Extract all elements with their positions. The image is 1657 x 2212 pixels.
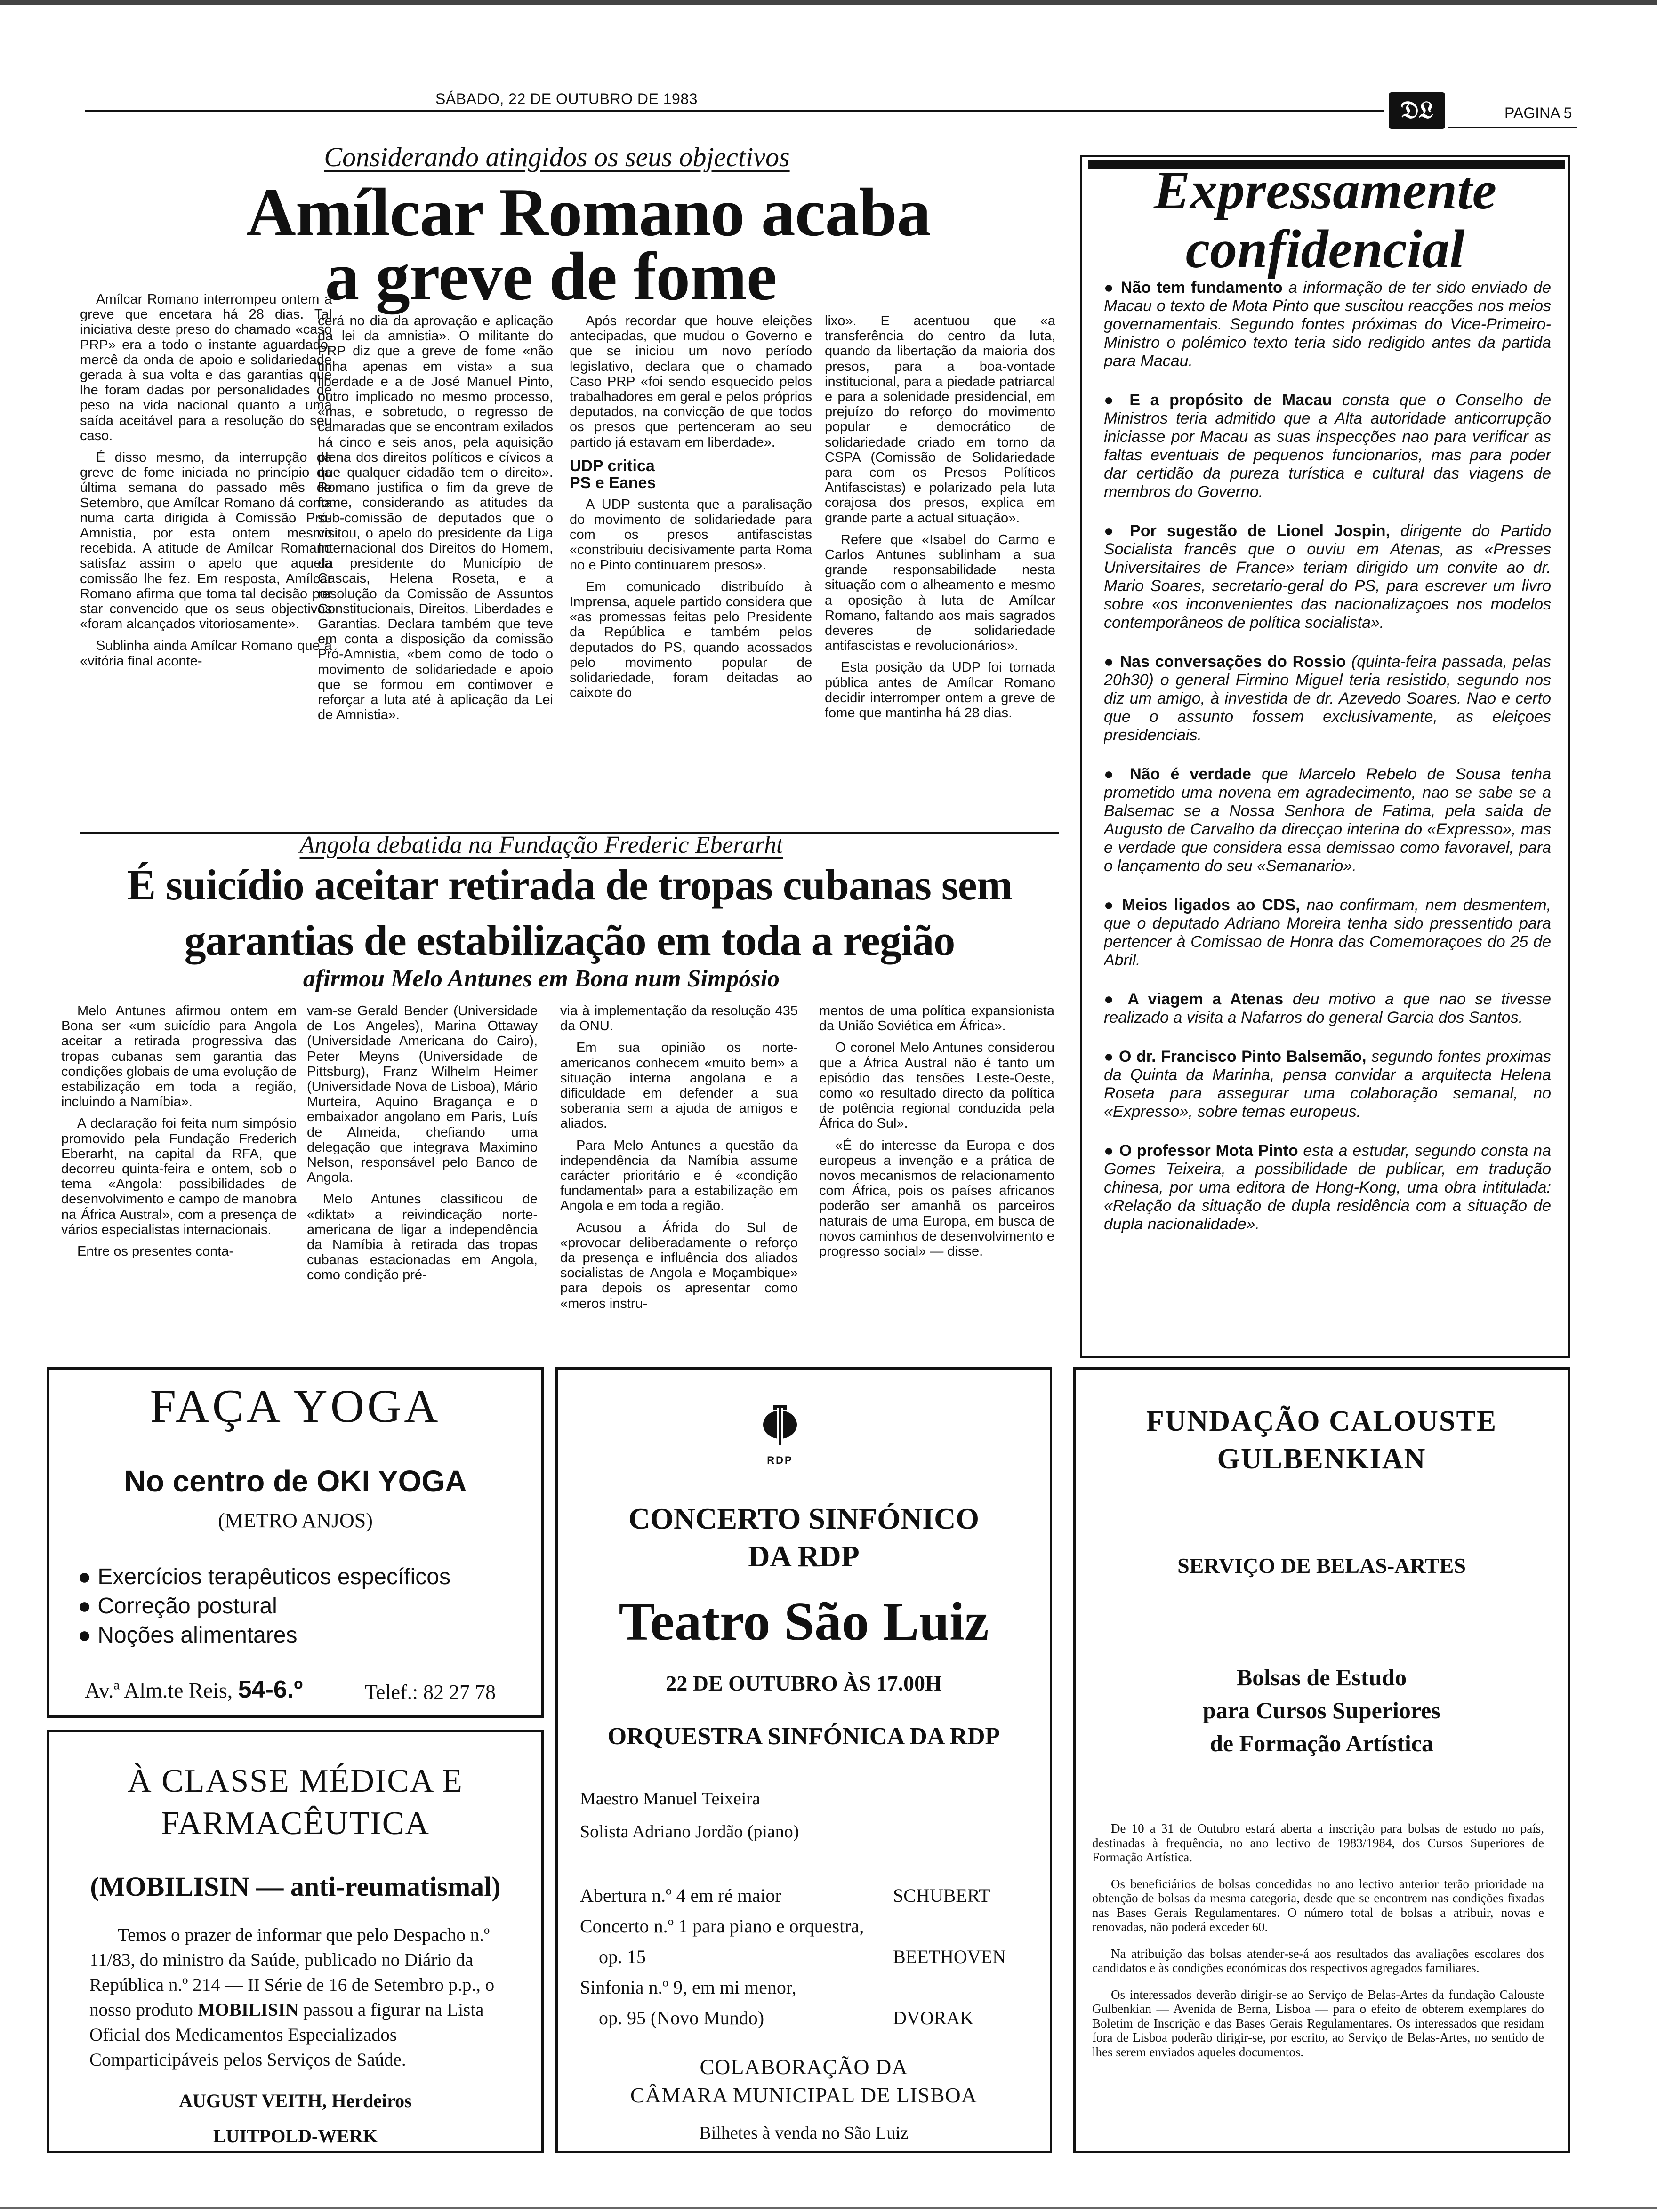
ad-medica-body: Temos o prazer de informar que pelo Despacho n.º 11/83, do ministro da Saúde, publicado no Diário da República n.º 214 — II Série de 16 de Setembro p.p., o nosso produto MOBILISIN passou a figurar na Lista Oficial dos Medicamentos Especializados Comparticipáveis pelos Serviços de Saúde. (89, 1925, 495, 2070)
bullet-icon: ● (1104, 896, 1122, 914)
article1-subhead (570, 457, 812, 491)
header-rule-left (85, 110, 1384, 112)
program-row (580, 1880, 1004, 1911)
program-composer: BEETHOVEN (893, 1946, 1006, 1967)
ad-concerto-orchestra: ORQUESTRA SINFÓNICA DA RDP (607, 1723, 1000, 1750)
article2-col3-p1: via à implementação da resolução 435 da ONU. (560, 1003, 798, 1034)
ad-yoga-line2: (METRO ANJOS) (218, 1509, 373, 1532)
article1-col3-p2: A UDP sustenta que a paralisação do movimento de solidariedade para com os presos antifascistas «constribuiu decisivamente parta Roma no e Pinto continuarem presos». (570, 497, 812, 573)
ad-concerto-date: 22 DE OUTUBRO ÀS 17.00H (666, 1671, 942, 1695)
ad-yoga-bullets (78, 1563, 539, 1650)
article2-column2 (307, 1003, 538, 1342)
confidential-item-text: deu motivo a que nao se tivesse realizado a visita a Nafarros do general Garcia dos Santos. (1104, 990, 1551, 1026)
article2-title-line1: É suicídio aceitar retirada de tropas cubanas sem (127, 861, 1013, 909)
bullet-icon: ● (1104, 279, 1121, 297)
article2-subtitle: afirmou Melo Antunes em Bona num Simpósio (303, 965, 780, 992)
confidential-item-lead: Não é verdade (1130, 765, 1251, 783)
confidential-item-lead: E a propósito de Macau (1129, 391, 1332, 409)
article2-col1-p1: Melo Antunes afirmou ontem em Bona ser «um suicídio para Angola aceitar a retirada progressiva das tropas cubanas sem garantia das condições globais de uma evolução de estabilização em toda a região, incluindo a Namíbia». (61, 1003, 297, 1110)
newspaper-logo-glyph: 𝔇𝔏 (1400, 97, 1433, 124)
confidential-item (1104, 1142, 1551, 1234)
bullet-icon: ● (1104, 765, 1130, 783)
ad-concerto-colab-line2: CÂMARA MUNICIPAL DE LISBOA (630, 2083, 977, 2107)
ad-yoga-address (85, 1675, 303, 1704)
ad-yoga-title: FAÇA YOGA (150, 1380, 441, 1432)
program-composer: DVORAK (893, 2007, 974, 2028)
program-work: Concerto n.º 1 para piano e orquestra, (580, 1915, 864, 1937)
article1-column1 (80, 292, 332, 809)
ad-gulbenkian-heading-line2: para Cursos Superiores (1203, 1697, 1440, 1723)
ad-concerto (555, 1367, 1052, 2153)
ad-gulbenkian-body (1092, 1821, 1544, 2059)
sidebar-title-line2: confidencial (1185, 219, 1465, 280)
program-work: op. 95 (Novo Mundo) (599, 2007, 764, 2028)
ad-concerto-solista: Solista Adriano Jordão (piano) (580, 1822, 799, 1842)
article2-title-line2: garantias de estabilização em toda a região (184, 916, 955, 964)
confidential-item-lead: Não tem fundamento (1120, 279, 1283, 297)
article2-column3 (560, 1003, 798, 1342)
article2-column1 (61, 1003, 297, 1342)
confidential-item-text: (quinta-feira passada, pelas 20h30) o general Firmino Miguel teria resistido, segundo nos diz um amigo, à investida de dr. Azevedo Soares. Nao e certo que o assunto fossem exclusivamente, as eleiçoes presidenciais. (1104, 653, 1551, 744)
program-row (580, 1972, 1004, 2003)
ad-concerto-tickets: Bilhetes à venda no São Luiz (699, 2123, 909, 2143)
ad-medica-product: (MOBILISIN — anti-reumatismal) (90, 1871, 501, 1902)
article2-col3-p4: Acusou a Áfrida do Sul de «provocar deliberadamente o reforço da presença e influência dos aliados socialistas de Angola e Moçambique» para depois os apresentar como «meros instru- (560, 1220, 798, 1311)
article1-title-line1: Amílcar Romano acaba (246, 174, 931, 250)
confidential-item-lead: O dr. Francisco Pinto Balsemão, (1119, 1048, 1367, 1066)
ad-concerto-title-line2: DA RDP (748, 1539, 860, 1573)
confidential-item-text: esta a estudar, segundo consta na Gomes Teixeira, a possibilidade de publicar, em tradução chinesa, por uma editora de Hong-Kong, uma obra intitulada: «Relação da situação de dupla residência com a situação de dupla nacionalidade». (1104, 1142, 1551, 1233)
sidebar-items (1104, 279, 1551, 1342)
article1-column4 (825, 313, 1055, 822)
article2-col4-p2: O coronel Melo Antunes considerou que a África Austral não é tanto um episódio das tensões Leste-Oeste, como «o resultado directo da política de potência regional conduzida pela África do Sul». (819, 1040, 1054, 1131)
article1-col2-p1: cerá no dia da aprovação e aplicação da lei da amnistia». O militante do PRP diz que a greve de fome «não tinha apenas em vista» a sua liberdade e a de José Manuel Pinto, outro implicado no mesmo processo, «mas, e sobretudo, o regresso de camaradas que se encontram exilados há cinco e seis anos, pela aquisição plena dos direitos políticos e cívicos a que qualquer cidadão tem o direito». Romano justifica o fim da greve de fome, considerando as atitudes da sub-comissão de deputados que o visitou, o apelo do presidente da Liga Internacional dos Direitos do Homem, da presidente do Município de Cascais, Helena Roseta, e a resolução da Comissão de Assuntos Constitucionais, Direitos, Liberdades e Garantias. Declara também que teve em conta a disposição da comissão Pró-Amnistia, «bem como de todo o movimento de solidariedade e apoio que se formou em contiмоver e reforçar a luta até à aplicação da Lei de Amnistia». (318, 313, 553, 723)
ad-concerto-maestro: Maestro Manuel Teixeira (580, 1789, 760, 1809)
page-number: PAGINA 5 (1504, 104, 1572, 121)
article1-subhead-line2: PS e Eanes (570, 473, 656, 492)
article1-title-line2: a greve de fome (325, 238, 777, 314)
article2-col1-p2: A declaração foi feita num simpósio promovido pela Fundação Frederich Eberarht, na capital da RFA, que decorreu quinta-feira e ontem, sob o tema «Angola: possibilidades de desenvolvimento e campo de manobra na África Austral», com a presença de vários especialistas internacionais. (61, 1116, 297, 1237)
confidential-item (1104, 391, 1551, 501)
article1-kicker: Considerando atingidos os seus objectivos (324, 142, 790, 172)
sidebar-title-line1: Expressamente (1153, 160, 1497, 221)
article2-col1-p3: Entre os presentes conta- (77, 1244, 234, 1259)
article1-column3 (570, 313, 812, 822)
ad-concerto-program (580, 1880, 1004, 2033)
bullet-icon: ● (1104, 522, 1130, 540)
article1-col1-p3: Sublinha ainda Amílcar Romano que a «vitória final aconte- (80, 638, 332, 669)
ad-concerto-colab-line1: COLABORAÇÃO DA (700, 2055, 908, 2079)
article1-column2 (318, 313, 553, 812)
ad-yoga-bullet: ● Noções alimentares (78, 1623, 298, 1648)
program-row (580, 1941, 1004, 1972)
header-date: SÁBADO, 22 DE OUTUBRO DE 1983 (435, 90, 698, 107)
confidential-item-text: que Marcelo Rebelo de Sousa tenha prometido uma novena em agradecimento, nao se sabe se a Balsemac se a Nossa Senhora de Fatima, pela saida de Augusto de Carvalho da direcçao interina do «Expresso», mas e verdade que considera essa demissao como favoravel, para o lançamento do seu «Semanario». (1104, 765, 1551, 875)
program-work: Abertura n.º 4 em ré maior (580, 1885, 781, 1906)
ad-gulbenkian-heading-line3: de Formação Artística (1210, 1730, 1433, 1756)
ad-yoga-address-number: 54-6.º (238, 1676, 303, 1703)
article2-kicker: Angola debatida na Fundação Frederic Eberarht (299, 832, 783, 858)
article1-subhead-line1: UDP critica (570, 457, 655, 475)
confidential-item-text: segundo fontes proximas da Quinta da Marinha, pensa convidar a arquitecta Helena Roseta para assegurar uma colaboração semanal, no «Expresso», sobre temas europeus. (1104, 1048, 1551, 1121)
confidential-item-lead: Meios ligados ao CDS, (1122, 896, 1300, 914)
article2-col2-p2: Melo Antunes classificou de «diktat» a reivindicação norte-americana de ligar a independência da Namíbia à retirada das tropas cubanas estacionadas em Angola, como condição pré- (307, 1192, 538, 1283)
ad-gulbenkian-service: SERVIÇO DE BELAS-ARTES (1177, 1554, 1466, 1578)
ad-yoga-line1: No centro de OKI YOGA (124, 1464, 467, 1498)
confidential-item (1104, 1048, 1551, 1121)
confidential-item-lead: Por sugestão de Lionel Jospin, (1130, 522, 1390, 540)
ad-concerto-title-line1: CONCERTO SINFÓNICO (628, 1502, 980, 1535)
article2-col4-p1: mentos de uma política expansionista da União Soviética em África». (819, 1003, 1054, 1034)
confidential-item (1104, 522, 1551, 632)
bullet-icon: ● (1104, 653, 1120, 671)
confidential-item-lead: O professor Mota Pinto (1119, 1142, 1298, 1160)
confidential-item-text: consta que o Conselho de Ministros teria admitido que a Alta autoridade anticorrupção iniciasse por Macau as suas inspecções nao para verificar as faltas eventuais de pequenos funcionarios, mas para poder dar certidão da pureza turística e cultural das viagens de membros do Governo. (1104, 391, 1551, 501)
program-work: op. 15 (599, 1946, 646, 1967)
confidential-item-lead: Nas conversações do Rossio (1120, 653, 1346, 671)
article2-col2-p1: vam-se Gerald Bender (Universidade de Los Angeles), Marina Ottaway (Universidade Americana do Cairo), Peter Meyns (Universidade de Pittsburg), Franz Wilhelm Heimer (Universidade Nova de Lisboa), Mário Murteira, Aquino Bragança e o embaixador angolano em Paris, Luís de Almeida, chefiando uma delegação que integrava Maximino Nelson, responsável pelo Banco de Angola. (307, 1003, 538, 1186)
confidential-item-text: nao confirmam, nem desmentem, que o deputado Adriano Moreira tenha sido pressentido para pertencer à Comissao de Honra das Comemoraçoes do 25 de Abril. (1104, 896, 1551, 969)
ad-yoga-address-prefix: Av.ª Alm.te Reis, (85, 1678, 233, 1702)
ad-yoga-phone: Telef.: 82 27 78 (365, 1681, 496, 1704)
ad-yoga-bullet: ● Correção postural (78, 1594, 277, 1619)
ad-gulbenkian-p2: Os beneficiários de bolsas concedidas no ano lectivo anterior terão prioridade na obtenção de bolsas da mesma categoria, desde que se encontrem nas condições fixadas nas Bases Gerais Regulamentares. O número total de bolsas a atribuir, novas e renovadas, não poderá exceder 60. (1092, 1876, 1544, 1934)
confidential-item-text: a informação de ter sido enviado de Macau o texto de Mota Pinto que suscitou reacções nos meios governamentais. Segundo fontes próximas do Vice-Primeiro-Ministro o polémico texto teria sido redigido antes da partida para Macau. (1104, 279, 1551, 370)
program-row (580, 1911, 1004, 1941)
confidential-item (1104, 896, 1551, 970)
program-composer: SCHUBERT (893, 1885, 990, 1906)
ad-medica-signature2: LUITPOLD-WERK (213, 2125, 378, 2147)
ad-medica-title-line1: À CLASSE MÉDICA E (128, 1763, 463, 1799)
confidential-item (1104, 765, 1551, 875)
ad-gulbenkian-heading-line1: Bolsas de Estudo (1236, 1664, 1407, 1691)
ad-gulbenkian-p3: Na atribuição das bolsas atender-se-á aos resultados das avaliações escolares dos candidatos e às condições económicas dos respectivos agregados familiares. (1092, 1946, 1544, 1975)
bullet-icon: ● (1104, 1048, 1119, 1066)
ad-medica-signature1: AUGUST VEITH, Herdeiros (179, 2090, 412, 2111)
article2-col3-p2: Em sua opinião os norte-americanos conhecem «muito bem» a situação interna angolana e a dificuldade em defender a sua soberania sem a ajuda de amigos e aliados. (560, 1040, 798, 1131)
article1-col1-p2: É disso mesmo, da interrupção da greve de fome iniciada no princípio da última semana do passado mês de Setembro, que Amílcar Romano dá conta numa carta dirigida à Comissão Pró-Amnistia, por esta ontem mesmo recebida. A atitude de Amílcar Romano satisfaz assim o apelo que aquela comissão lhe fez. Em resposta, Amílcar Romano afirma que toma tal decisão por star convencido que os seus objectivos «foram alcançados vitoriosamente». (80, 450, 332, 632)
program-work: Sinfonia n.º 9, em mi menor, (580, 1977, 796, 1998)
article1-col1-p1: Amílcar Romano interrompeu ontem a greve que encetara há 28 dias. Tal iniciativa deste preso do chamado «caso PRP» era a todo o instante aguardado, mercê da onda de apoio e solidariedade gerada à sua volta e das garantias que lhe foram dadas por personalidades de peso na vida nacional quanto a uma saída aceitável para a resolução do seu caso. (80, 292, 332, 443)
bullet-icon: ● (1104, 391, 1130, 409)
article1-col3-p3: Em comunicado distribuído à Imprensa, aquele partido considera que «as promessas feitas pelo Presidente da República e também pelos deputados do PS, quando acossados pelo movimento popular de solidariedade, foram deitadas ao caixote do (570, 579, 812, 701)
confidential-item (1104, 990, 1551, 1027)
confidential-item-lead: A viagem a Atenas (1127, 990, 1284, 1008)
top-rule (0, 0, 1657, 5)
confidential-item (1104, 653, 1551, 745)
article2-col4-p3: «É do interesse da Europa e dos europeus a invenção e a prática de novos mecanismos de relacionamento com África, pois os países africanos poderão ser amanhã os parceiros naturais de uma Europa, em busca de novos caminhos de desenvolvimento e progresso social» — disse. (819, 1138, 1054, 1259)
bullet-icon: ● (1104, 1142, 1119, 1160)
rdp-logo-label: RDP (767, 1454, 793, 1466)
header-rule-right (1448, 127, 1577, 128)
article2-col3-p3: Para Melo Antunes a questão da independência da Namíbia assume carácter prioritário e é «condição fundamental» para a estabilização em Angola e em toda a região. (560, 1138, 798, 1214)
article1-col3-p1: Após recordar que houve eleições antecipadas, que mudou o Governo e que se iniciou um novo período legislativo, declara que o chamado Caso PRP «foi sendo esquecido pelos trabalhadores em geral e pelos próprios deputados, na convicção de que todos os presos que pertenceram ao seu partido já estavam em liberdade». (570, 313, 812, 450)
program-row (580, 2003, 1004, 2033)
bottom-rule (0, 2207, 1657, 2209)
article2-column4 (819, 1003, 1054, 1342)
article1-col4-p2: Refere que «Isabel do Carmo e Carlos Antunes sublinham a sua grande responsabilidade nesta situação com o alheamento e mesmo a oposição à luta de Amílcar Romano, faltando aos mais sagrados deveres de solidariedade antifascistas e revolucionários». (825, 532, 1055, 654)
ad-gulbenkian-p4: Os interessados deverão dirigir-se ao Serviço de Belas-Artes da fundação Calouste Gulbenkian — Avenida de Berna, Lisboa — para o efeito de obterem exemplares do Boletim de Inscrição e das Bases Gerais Regulamentares. Os interessados que residam fora de Lisboa poderão dirigir-se, por escrito, ao Serviço de Belas-Artes, no sentido de lhes serem enviados aqueles documentos. (1092, 1987, 1544, 2059)
article1-col4-p1: lixo». E acentuou que «a transferência do centro da luta, quando da libertação da maioria dos presos, para a boa-vontade institucional, para a piedade patriarcal e para a solenidade presidencial, em prejuízo do reforço do movimento popular e democrático de solidariedade criado em torno da CSPA (Comissão de Solidariedade para com os Presos Políticos Antifascistas) e polarizado pela luta corajosa dos presos, explica em grande parte a actual situação». (825, 313, 1055, 526)
ad-medica-title-line2: FARMACÊUTICA (161, 1805, 430, 1842)
article1-col4-p3: Esta posição da UDP foi tornada pública antes de Amílcar Romano decidir interromper ontem a greve de fome que mantinha há 28 dias. (825, 660, 1055, 721)
ad-gulbenkian-title-line1: FUNDAÇÃO CALOUSTE (1146, 1405, 1497, 1437)
bullet-icon: ● (1104, 990, 1128, 1008)
confidential-item (1104, 279, 1551, 370)
rdp-logo-icon (761, 1405, 799, 1454)
ad-concerto-venue: Teatro São Luiz (619, 1592, 989, 1652)
ad-gulbenkian-p1: De 10 a 31 de Outubro estará aberta a inscrição para bolsas de estudo no país, destinadas à frequência, no ano lectivo de 1983/1984, dos Cursos Superiores de Formação Artística. (1092, 1821, 1544, 1864)
ad-yoga-bullet: ● Exercícios terapêuticos específicos (78, 1564, 450, 1589)
confidential-item-text: dirigente do Partido Socialista francês que o ouviu em Atenas, as «Presses Universitaires de France» teriam dirigido um convite ao dr. Mario Soares, secretario-geral do PS, para escrever um livro sobre «os inconvenientes das nacionalizaçoes nos modelos contemporâneos de política socialista». (1104, 522, 1551, 632)
ad-gulbenkian-title-line2: GULBENKIAN (1217, 1443, 1426, 1475)
